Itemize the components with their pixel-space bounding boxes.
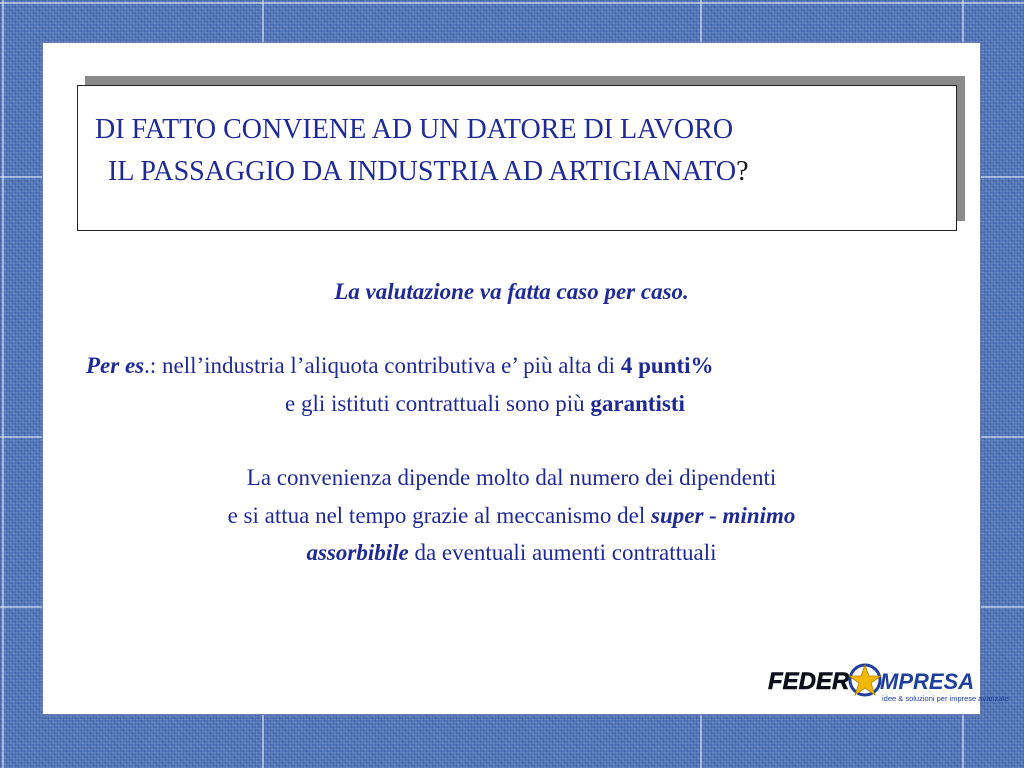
federimpresa-logo: [766, 662, 1009, 706]
example-line-2: [285, 389, 685, 419]
svg-text:MPRESA: MPRESA: [880, 669, 975, 694]
example-line-1: [86, 351, 714, 381]
example-emphasis: 4 punti%: [620, 353, 714, 378]
convenience-line-2-emphasis: super - minimo: [651, 503, 796, 528]
convenience-line-3: [42, 538, 981, 568]
convenience-line-2: [42, 501, 981, 531]
slide-title-line-2: [108, 156, 749, 188]
convenience-line-3-text: da eventuali aumenti contrattuali: [408, 540, 717, 565]
slide-title-line-1: DI FATTO CONVIENE AD UN DATORE DI LAVORO: [95, 114, 734, 145]
example-punct: .:: [144, 353, 157, 378]
svg-text:FEDER: FEDER: [768, 668, 850, 695]
background-seam: [0, 2, 1024, 4]
slide-title-line-2-text: IL PASSAGGIO DA INDUSTRIA AD ARTIGIANATO: [108, 156, 737, 187]
logo-tagline: idee & soluzioni per imprese avanzate: [882, 694, 1009, 703]
title-question-mark: ?: [736, 156, 749, 187]
example-line-2-text: e gli istituti contrattuali sono più: [285, 391, 591, 416]
convenience-line-2-text: e si attua nel tempo grazie al meccanismo del: [227, 503, 651, 528]
background-seam: [2, 0, 4, 768]
example-prefix: Per es: [86, 353, 145, 378]
evaluation-note: La valutazione va fatta caso per caso.: [334, 279, 689, 304]
star-icon: [849, 665, 881, 695]
convenience-line-1: La convenienza dipende molto dal numero dei dipendenti: [246, 465, 777, 490]
example-text: nell’industria l’aliquota contributiva e’ più alta di: [156, 353, 621, 378]
example-line-2-emphasis: garantisti: [590, 391, 685, 416]
convenience-line-3-emphasis: assorbibile: [306, 540, 409, 565]
